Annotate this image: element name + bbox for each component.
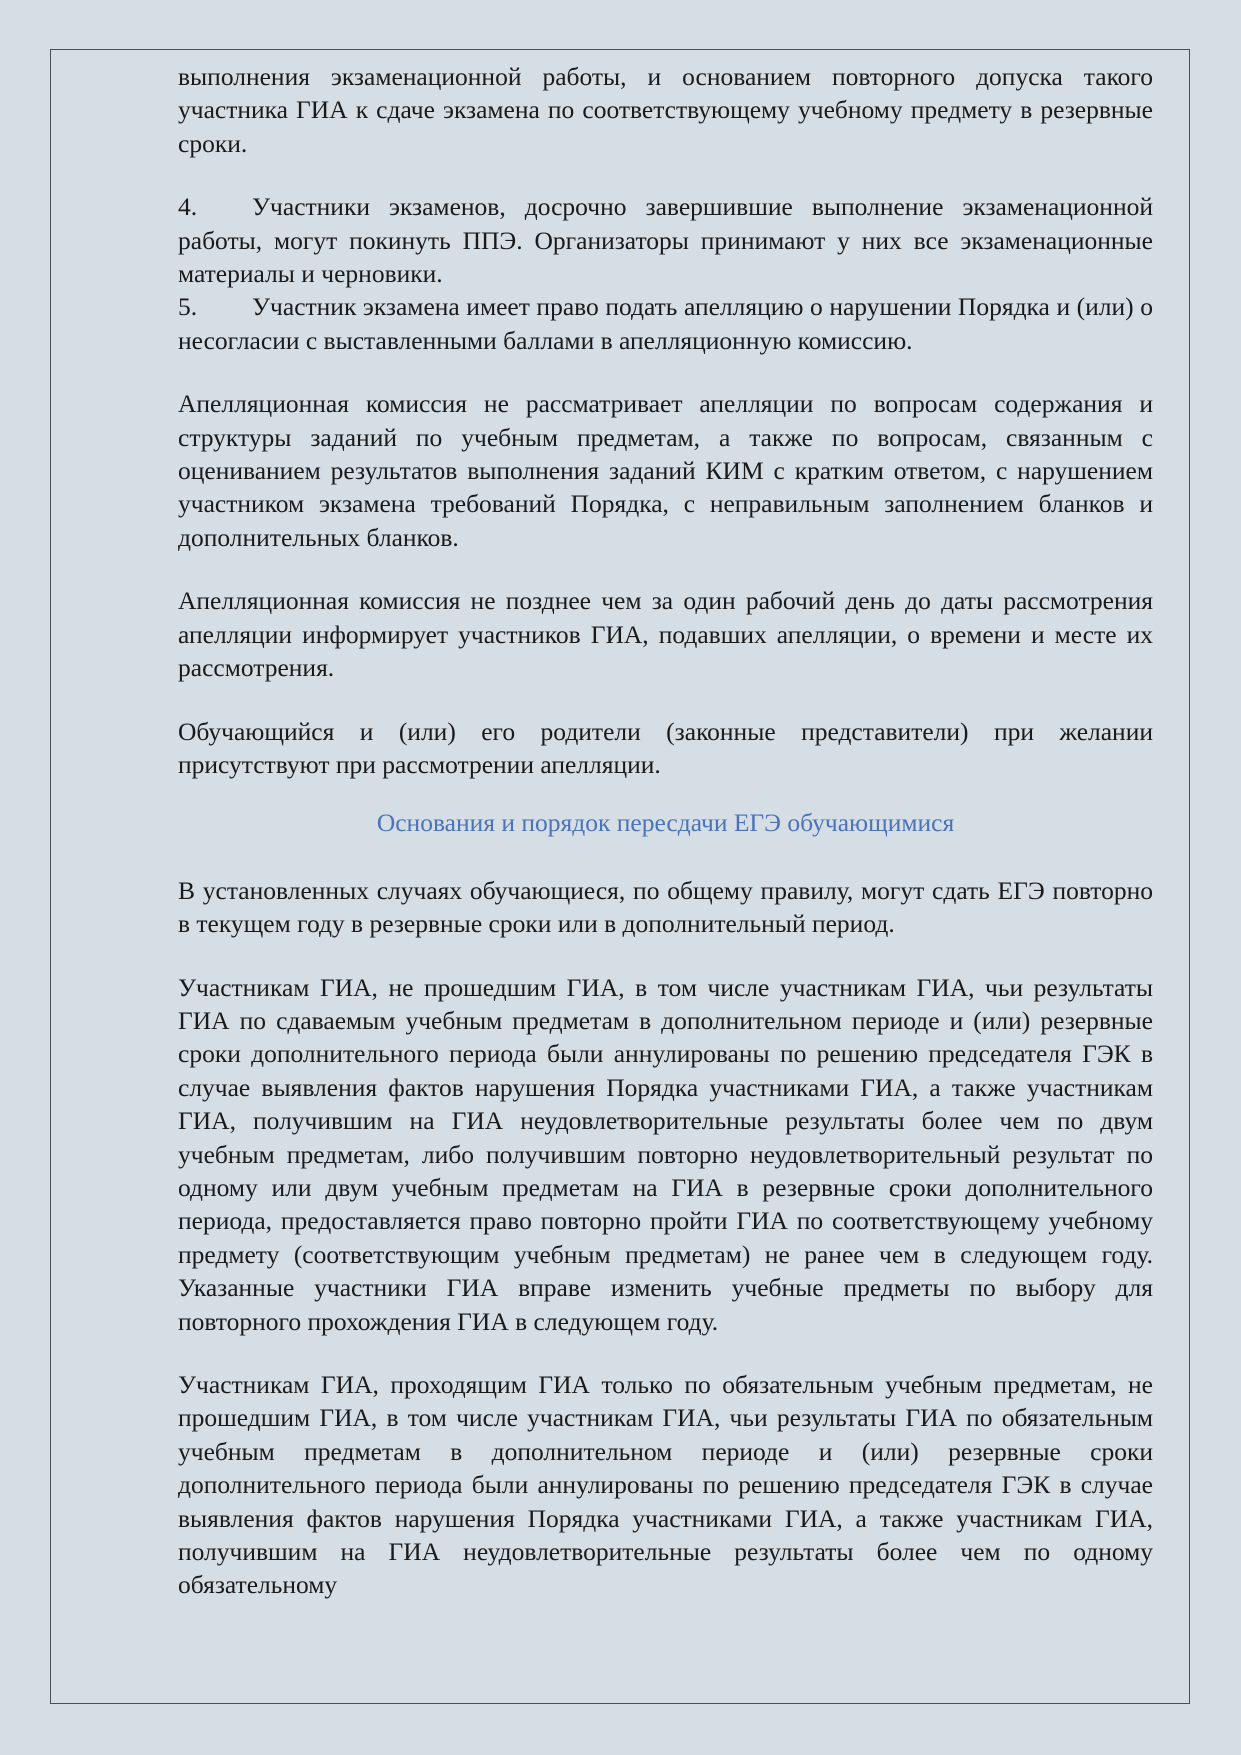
list-text-4: Участники экзаменов, досрочно завершившие выполнение экзаменационной работы, могут покинуть ППЭ. Организаторы принимают у них все экзаменационные материалы и черновики. (178, 192, 1153, 289)
list-text-5: Участник экзамена имеет право подать апелляцию о нарушении Порядка и (или) о несогласии с выставленными баллами в апелляционную комиссию. (178, 292, 1153, 355)
paragraph-retake-next-year: Участникам ГИА, не прошедшим ГИА, в том числе участникам ГИА, чьи результаты ГИА по сдаваемым учебным предметам в дополнительном периоде и (или) резервные сроки дополнительного периода были аннулированы по решению председателя ГЭК в случае выявления фактов нарушения Порядка участниками ГИА, а также участникам ГИА, получившим на ГИА неудовлетворительные результаты более чем по двум учебным предметам, либо получившим повторно неудовлетворительный результат по одному или двум учебным предметам на ГИА в резервные сроки дополнительного периода, предоставляется право повторно пройти ГИА по соответствующему учебному предмету (соответствующим учебным предметам) не ранее чем в следующем году. Указанные участники ГИА вправе изменить учебные предметы по выбору для повторного прохождения ГИА в следующем году. (178, 972, 1153, 1336)
paragraph-appeal-presence: Обучающийся и (или) его родители (законные представители) при желании присутствуют при рассмотрении апелляции. (178, 716, 1153, 779)
list-item-5 (178, 290, 1153, 357)
section-heading-retake: Основания и порядок пересдачи ЕГЭ обучающимися (376, 808, 955, 838)
page-frame (50, 49, 1190, 1704)
paragraph-appeal-scope: Апелляционная комиссия не рассматривает апелляции по вопросам содержания и структуры заданий по учебным предметам, а также по вопросам, связанным с оцениванием результатов выполнения заданий КИМ с кратким ответом, с нарушением участником экзамена требований Порядка, с неправильным заполнением бланков и дополнительных бланков. (178, 389, 1153, 552)
list-number-5: 5. (178, 292, 198, 322)
paragraph-retake-general: В установленных случаях обучающиеся, по общему правилу, могут сдать ЕГЭ повторно в текущем году в резервные сроки или в дополнительный период. (178, 875, 1153, 939)
paragraph-retake-mandatory: Участникам ГИА, проходящим ГИА только по обязательным учебным предметам, не прошедшим ГИА, в том числе участникам ГИА, чьи результаты ГИА по обязательным учебным предметам в дополнительном периоде и (или) резервные сроки дополнительного периода были аннулированы по решению председателя ГЭК в случае выявления фактов нарушения Порядка участниками ГИА, а также участникам ГИА, получившим на ГИА неудовлетворительные результаты более чем по одному обязательному (178, 1370, 1153, 1600)
list-number-4: 4. (178, 192, 198, 222)
paragraph-appeal-notice: Апелляционная комиссия не позднее чем за один рабочий день до даты рассмотрения апелляции информирует участников ГИА, подавших апелляции, о времени и месте их рассмотрения. (178, 586, 1153, 683)
document-body (178, 60, 1153, 1602)
paragraph-continuation: выполнения экзаменационной работы, и основанием повторного допуска такого участника ГИА к сдаче экзамена по соответствующему учебному предмету в резервные сроки. (178, 62, 1153, 158)
list-item-4 (178, 190, 1153, 290)
